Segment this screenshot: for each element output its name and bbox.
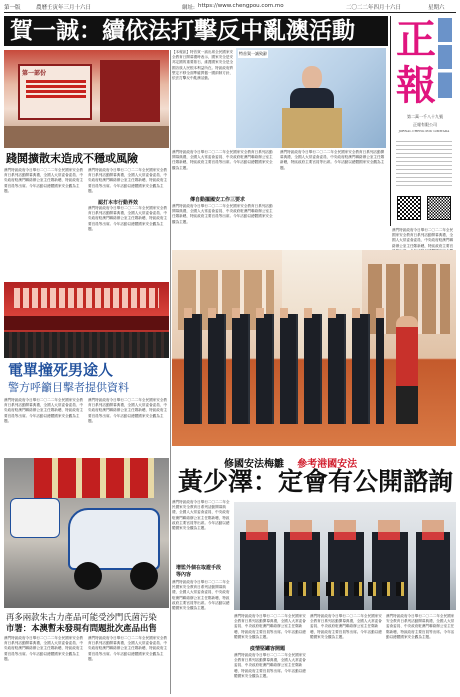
header-rule	[4, 12, 456, 13]
warning-headline: 踐鬨擴散末造成不穩或風險	[6, 152, 138, 165]
exhibit-floor	[4, 126, 169, 148]
ns-kicker-black: 修國安法梅雛	[224, 459, 284, 470]
subhead-d: 等內容	[176, 572, 192, 578]
delegation-group	[184, 314, 384, 424]
recall-article-col2: 澳門特區政府今日舉行二〇二二年全民國家安全教育日系列活動開幕典禮，全國人大常委會委員、中央政府駐澳門聯絡辦公室主任鄭新聰，特區政府主要官員等出席。今年活動以總體國家安全觀為主題。	[88, 636, 168, 661]
shop-signs	[34, 458, 154, 498]
edition-label: 第一版	[4, 5, 21, 11]
ns-kicker-red: 參考港國安法	[297, 459, 358, 470]
recall-headline-1: 再多兩款朱古力產品可能受沙門氏菌污染	[6, 612, 157, 622]
lunar-date: 農曆壬寅年三月十六日	[36, 5, 92, 11]
police-car	[10, 498, 60, 538]
wanted-article-col1: 澳門特區政府今日舉行二〇二二年全民國家安全教育日系列活動開幕典禮，全國人大常委會委員、中央政府駐澳門聯絡辦公室主任鄭新聰，特區政府主要官員等出席。今年活動以總體國家安全觀為主題。	[4, 398, 84, 423]
recall-headline-2: 市署：本澳暫未發現有問題批次產品出售	[6, 623, 157, 633]
bottom-article-col1: 澳門特區政府今日舉行二〇二二年全民國家安全教育日系列活動開幕典禮，全國人大常委會委員、中央政府駐澳門聯絡辦公室主任鄭新聰，特區政府主要官員等出席。今年活動以總體國家安全觀為主題。	[234, 614, 306, 639]
wanted-headline-2: 警方呼籲目擊者提供資料	[8, 381, 129, 394]
press-conference-photo	[234, 502, 456, 610]
exhibit-subhead: 第一部份	[22, 70, 47, 77]
wanted-article-col2: 澳門特區政府今日舉行二〇二二年全民國家安全教育日系列活動開幕典禮，全國人大常委會委員、中央政府駐澳門聯絡辦公室主任鄭新聰，特區政府主要官員等出席。今年活動以總體國家安全觀為主題。	[88, 398, 168, 423]
company-name: 正報有限公司	[413, 122, 437, 127]
lead-article: 【本報訊】特首賀一誠出席全民國家安全教育日開幕禮時表示，國家安全是安邦定國的重要基石，維護國家安全是全國各族人民根本利益所在。特區政府將堅定不移全面準確貫徹一國兩制方針，依法打擊反中亂澳活動。	[172, 50, 234, 81]
ceremony-stage-banner	[14, 288, 159, 308]
mid-article-col2: 澳門特區政府今日舉行二〇二二年全民國家安全教育日系列活動開幕典禮，全國人大常委會委員、中央政府駐澳門聯絡辦公室主任鄭新聰，特區政府主要官員等出席。今年活動以總體國家安全觀為主題。	[172, 204, 273, 224]
delegation-photo	[172, 250, 456, 446]
mid-article-col1: 澳門特區政府今日舉行二〇二二年全民國家安全教育日系列活動開幕典禮，全國人大常委會委員、中央政府駐澳門聯絡辦公室主任鄭新聰，特區政府主要官員等出席。今年活動以總體國家安全觀為主題。	[172, 150, 273, 170]
subhead-a: 認打本市行動界效	[98, 200, 139, 206]
masthead-divider	[390, 16, 391, 226]
speaker-head	[302, 66, 322, 90]
url-label: 網址:	[182, 5, 195, 11]
weekday-label: 星期六	[428, 5, 445, 11]
subhead-e: 疫情堅罐容開題	[250, 646, 286, 652]
police-motorcycle	[68, 508, 160, 570]
ceremony-stage	[4, 316, 169, 330]
microphones	[284, 582, 404, 596]
ns-headline: 黃少澤：定會有公開諮詢	[178, 467, 454, 496]
police-scene-photo	[4, 458, 169, 608]
bottom-article-col3: 澳門特區政府今日舉行二〇二二年全民國家安全教育日系列活動開幕典禮，全國人大常委會委員、中央政府駐澳門聯絡辦公室主任鄭新聰，特區政府主要官員等出席。今年活動以總體國家安全觀為主題。	[310, 614, 382, 639]
ceremony-audience	[4, 332, 169, 358]
company-name-en: JORNAL CHENG POU LIMITADA	[398, 129, 450, 133]
masthead-logo-1: 正	[396, 16, 436, 63]
officials-masks	[246, 532, 446, 540]
warning-article-col2: 澳門特區政府今日舉行二〇二二年全民國家安全教育日系列活動開幕典禮，全國人大常委會委員、中央政府駐澳門聯絡辦公室主任鄭新聰，特區政府主要官員等出席。今年活動以總體國家安全觀為主題。	[88, 168, 168, 193]
qr-code-right	[427, 196, 451, 220]
exhibit-banner	[26, 80, 86, 98]
warning-article-col1: 澳門特區政府今日舉行二〇二二年全民國家安全教育日系列活動開幕典禮，全國人大常委會委員、中央政府駐澳門聯絡辦公室主任鄭新聰，特區政府主要官員等出席。今年活動以總體國家安全觀為主題。	[4, 168, 84, 193]
masthead-article-col: 澳門特區政府今日舉行二〇二二年全民國家安全教育日系列活動開幕典禮，全國人大常委會委員、中央政府駐澳門聯絡辦公室主任鄭新聰，特區政府主要官	[392, 228, 454, 248]
main-headline	[4, 16, 388, 46]
date-label: 二〇二二年四月十六日	[346, 5, 402, 11]
ns-article-col1: 澳門特區政府今日舉行二〇二二年全民國家安全教育日系列活動開幕典禮，全國人大常委會委員、中央政府駐澳門聯絡辦公室主任鄭新聰，特區政府主要官員等出席。今年活動以總體國家安全觀為主題。	[172, 500, 230, 531]
speaker-podium	[282, 108, 342, 148]
portrait-caption: 特首賀一誠致辭	[239, 51, 267, 56]
right-article-col: 澳門特區政府今日舉行二〇二二年全民國家安全教育日系列活動開幕典禮，全國人大常委會委員、中央政府駐澳門聯絡辦公室主任鄭新聰，特區政府主要官員等出席。今年活動以總體國家安全觀為主題。	[280, 150, 385, 170]
column-rule-left	[170, 50, 171, 694]
bottom-article-col4: 澳門特區政府今日舉行二〇二二年全民國家安全教育日系列活動開幕典禮，全國人大常委會委員、中央政府駐澳門聯絡辦公室主任鄭新聰，特區政府主要官員等出席。今年活動以總體國家安全觀為主題。	[386, 614, 455, 639]
masthead-side-strip	[438, 18, 452, 98]
wanted-headline-1: 電單撞死男途人	[8, 361, 114, 379]
ns-kicker	[224, 452, 434, 470]
bottom-article-col2: 澳門特區政府今日舉行二〇二二年全民國家安全教育日系列活動開幕典禮，全國人大常委會委員、中央政府駐澳門聯絡辦公室主任鄭新聰，特區政府主要官員等出席。今年活動以總體國家安全觀為主題。	[234, 653, 306, 678]
subhead-b: 傳自動擺國安工作三要求	[190, 197, 246, 203]
site-url[interactable]: https://www.chengpou.com.mo	[198, 3, 284, 9]
subhead-c: 增監外個在取證手段	[176, 565, 222, 571]
masthead-contact-text	[396, 138, 452, 188]
exhibition-photo	[4, 50, 169, 148]
header-bar	[4, 2, 456, 11]
masthead-logo-2: 報	[396, 62, 436, 109]
qr-code-left	[397, 196, 421, 220]
portrait-photo	[236, 48, 386, 148]
guide-figure	[396, 316, 418, 424]
ns-article-col2: 澳門特區政府今日舉行二〇二二年全民國家安全教育日系列活動開幕典禮，全國人大常委會委員、中央政府駐澳門聯絡辦公室主任鄭新聰，特區政府主要官員等出席。今年活動以總體國家安全觀為主題。	[172, 580, 230, 611]
ceremony-photo	[4, 282, 169, 358]
officials-row	[240, 532, 450, 610]
moto-wheel-back	[130, 562, 158, 590]
exhibit-panel-right	[100, 60, 160, 122]
delegation-heads	[184, 308, 384, 318]
issue-number: 第二萬一千八十九號	[407, 114, 443, 119]
moto-wheel-front	[74, 562, 102, 590]
masthead	[392, 16, 456, 226]
main-headline-text: 賀一誠：續依法打擊反中亂澳活動	[10, 18, 355, 44]
recall-article-col1: 澳門特區政府今日舉行二〇二二年全民國家安全教育日系列活動開幕典禮，全國人大常委會委員、中央政府駐澳門聯絡辦公室主任鄭新聰，特區政府主要官員等出席。今年活動以總體國家安全觀為主題。	[4, 636, 84, 661]
warning-article-col3: 澳門特區政府今日舉行二〇二二年全民國家安全教育日系列活動開幕典禮，全國人大常委會委員、中央政府駐澳門聯絡辦公室主任鄭新聰，特區政府主要官員等出席。今年活動以總體國家安全觀為主題。	[88, 206, 168, 231]
